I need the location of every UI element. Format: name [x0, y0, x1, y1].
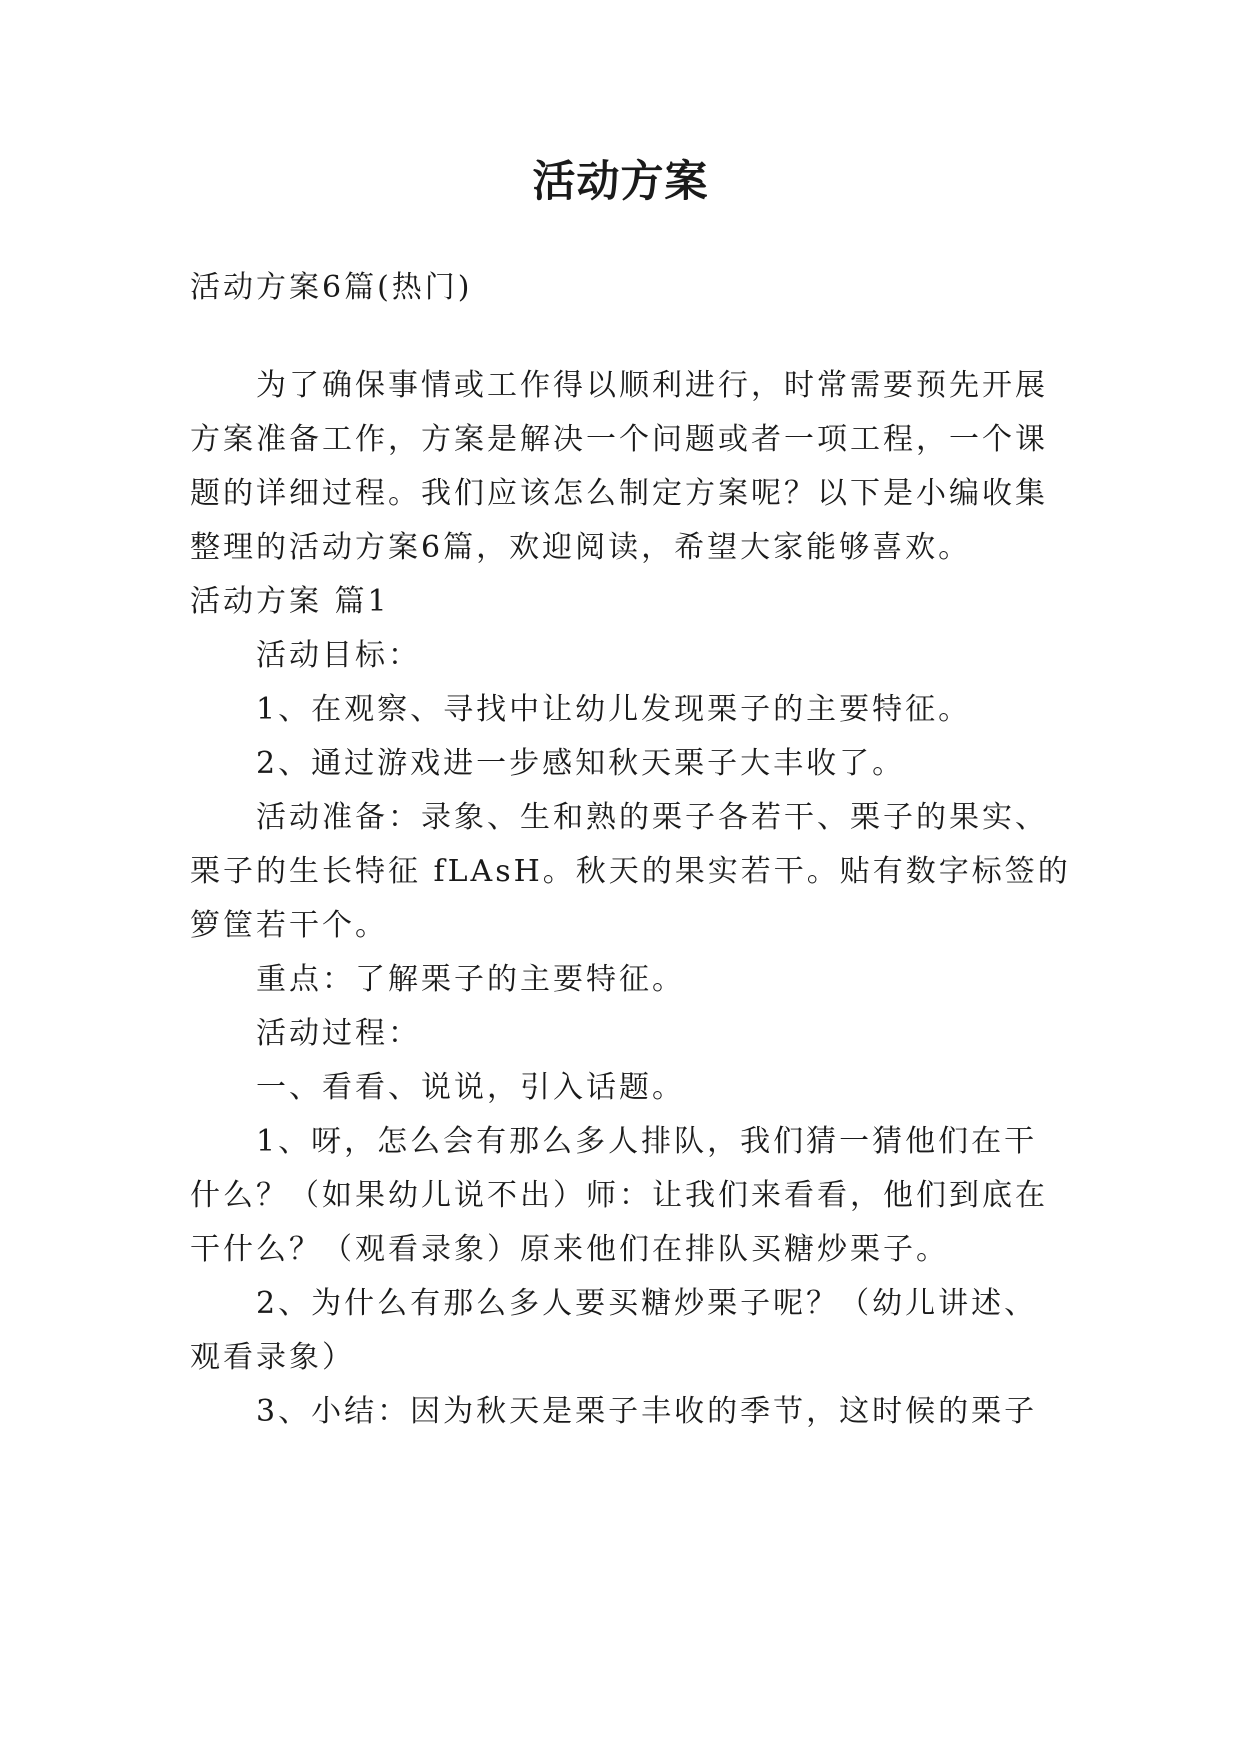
paragraph-line: 1、呀，怎么会有那么多人排队，我们猜一猜他们在干	[256, 1124, 1038, 1159]
paragraph-line: 2、通过游戏进一步感知秋天栗子大丰收了。	[256, 746, 906, 781]
paragraph-line: 一、看看、说说，引入话题。	[256, 1070, 685, 1105]
paragraph-line: 1、在观察、寻找中让幼儿发现栗子的主要特征。	[256, 692, 972, 727]
paragraph-line: 干什么？（观看录象）原来他们在排队买糖炒栗子。	[190, 1232, 949, 1267]
paragraph-line: 什么？（如果幼儿说不出）师：让我们来看看，他们到底在	[190, 1178, 1048, 1213]
paragraph-line: 为了确保事情或工作得以顺利进行，时常需要预先开展	[256, 368, 1048, 403]
paragraph-line: 整理的活动方案6篇，欢迎阅读，希望大家能够喜欢。	[190, 530, 972, 565]
paragraph-line: 题的详细过程。我们应该怎么制定方案呢？以下是小编收集	[190, 476, 1048, 511]
paragraph-line: 2、为什么有那么多人要买糖炒栗子呢？（幼儿讲述、	[256, 1286, 1038, 1321]
paragraph-line: 观看录象）	[190, 1340, 355, 1375]
paragraph-line: 活动目标：	[256, 638, 421, 673]
document-subtitle: 活动方案6篇(热门)	[190, 270, 473, 305]
paragraph-line: 活动准备：录象、生和熟的栗子各若干、栗子的果实、	[256, 800, 1048, 835]
paragraph-line: 活动过程：	[256, 1016, 421, 1051]
paragraph-line: 3、小结：因为秋天是栗子丰收的季节，这时候的栗子	[256, 1394, 1038, 1429]
page-title: 活动方案	[532, 157, 709, 207]
paragraph-line: 方案准备工作，方案是解决一个问题或者一项工程，一个课	[190, 422, 1048, 457]
section-heading: 活动方案 篇1	[190, 584, 390, 619]
paragraph-line: 栗子的生长特征 fLAsH。秋天的果实若干。贴有数字标签的	[190, 854, 1071, 889]
paragraph-line: 箩筐若干个。	[190, 908, 388, 943]
paragraph-line: 重点：了解栗子的主要特征。	[256, 962, 685, 997]
